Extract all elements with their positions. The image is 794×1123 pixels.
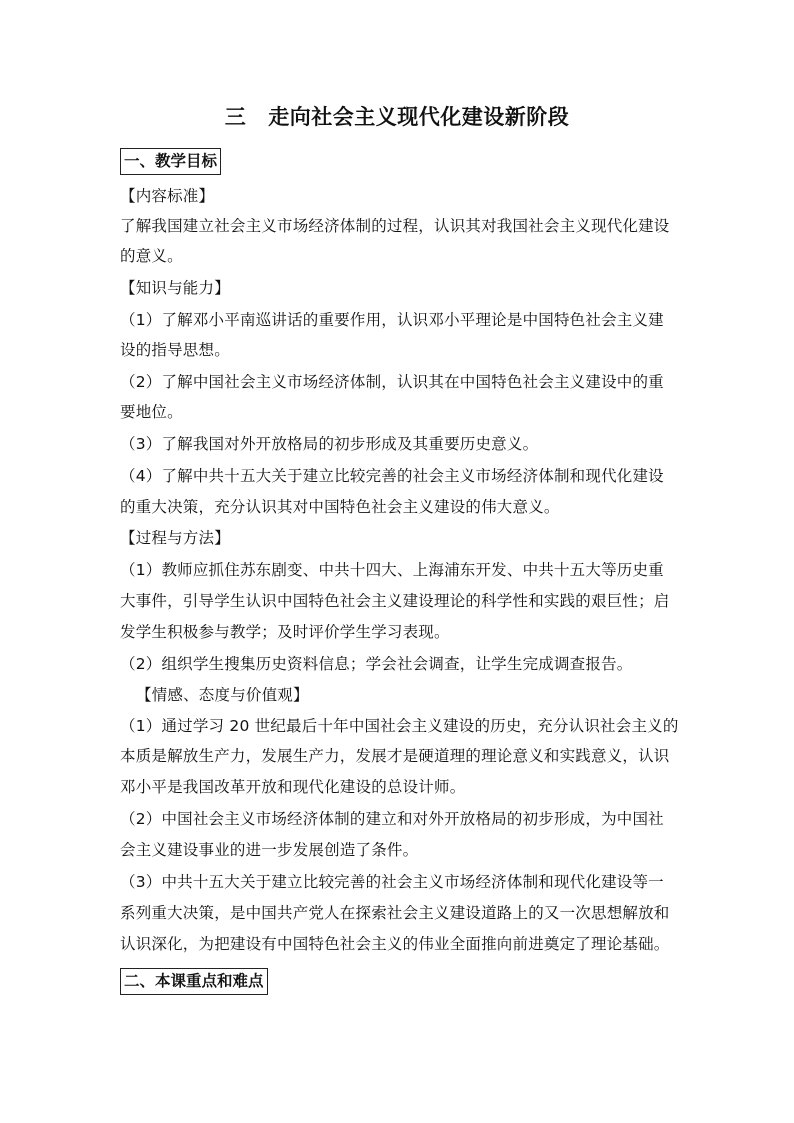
title-text: 走向社会主义现代化建设新阶段 — [268, 105, 570, 129]
emotion-line: 系列重大决策，是中国共产党人在探索社会主义建设道路上的又一次思想解放和 — [120, 904, 670, 922]
knowledge-line: （4）了解中共十五大关于建立比较完善的社会主义市场经济体制和现代化建设 — [120, 467, 664, 485]
process-line: （1）教师应抓住苏东剧变、中共十四大、上海浦东开发、中共十五大等历史重 — [120, 561, 664, 579]
emotion-line: 邓小平是我国改革开放和现代化建设的总设计师。 — [120, 778, 466, 796]
knowledge-line: 的重大决策，充分认识其对中国特色社会主义建设的伟大意义。 — [120, 498, 560, 516]
page-title — [0, 101, 794, 131]
knowledge-line: （1）了解邓小平南巡讲话的重要作用，认识邓小平理论是中国特色社会主义建 — [120, 311, 664, 329]
emotion-line: 会主义建设事业的进一步发展创造了条件。 — [120, 841, 419, 859]
content-standard-line: 了解我国建立社会主义市场经济体制的过程，认识其对我国社会主义现代化建设 — [120, 217, 670, 235]
emotion-line: （1）通过学习 20 世纪最后十年中国社会主义建设的历史，充分认识社会主义的 — [120, 717, 679, 735]
knowledge-line: 设的指导思想。 — [120, 341, 230, 359]
process-line: 发学生积极参与教学；及时评价学生学习表现。 — [120, 623, 450, 641]
content-standard-line: 的意义。 — [120, 247, 183, 265]
section-heading-objectives: 一、教学目标 — [120, 148, 221, 175]
knowledge-line: 要地位。 — [120, 403, 183, 421]
emotion-label: 【情感、态度与价值观】 — [136, 686, 309, 704]
knowledge-label: 【知识与能力】 — [120, 279, 230, 297]
emotion-line: 认识深化，为把建设有中国特色社会主义的伟业全面推向前进奠定了理论基础。 — [120, 935, 670, 953]
process-line: （2）组织学生搜集历史资料信息；学会社会调查，让学生完成调查报告。 — [120, 655, 633, 673]
emotion-line: 本质是解放生产力，发展生产力，发展才是硬道理的理论意义和实践意义，认识 — [120, 747, 670, 765]
content-standard-label: 【内容标准】 — [120, 187, 215, 205]
knowledge-line: （3）了解我国对外开放格局的初步形成及其重要历史意义。 — [120, 435, 539, 453]
process-label: 【过程与方法】 — [120, 529, 230, 547]
process-line: 大事件，引导学生认识中国特色社会主义建设理论的科学性和实践的艰巨性；启 — [120, 592, 670, 610]
title-number: 三 — [224, 105, 247, 129]
section-heading-key-points: 二、本课重点和难点 — [120, 968, 268, 995]
emotion-line: （3）中共十五大关于建立比较完善的社会主义市场经济体制和现代化建设等一 — [120, 873, 664, 891]
emotion-line: （2）中国社会主义市场经济体制的建立和对外开放格局的初步形成，为中国社 — [120, 810, 664, 828]
knowledge-line: （2）了解中国社会主义市场经济体制，认识其在中国特色社会主义建设中的重 — [120, 373, 664, 391]
